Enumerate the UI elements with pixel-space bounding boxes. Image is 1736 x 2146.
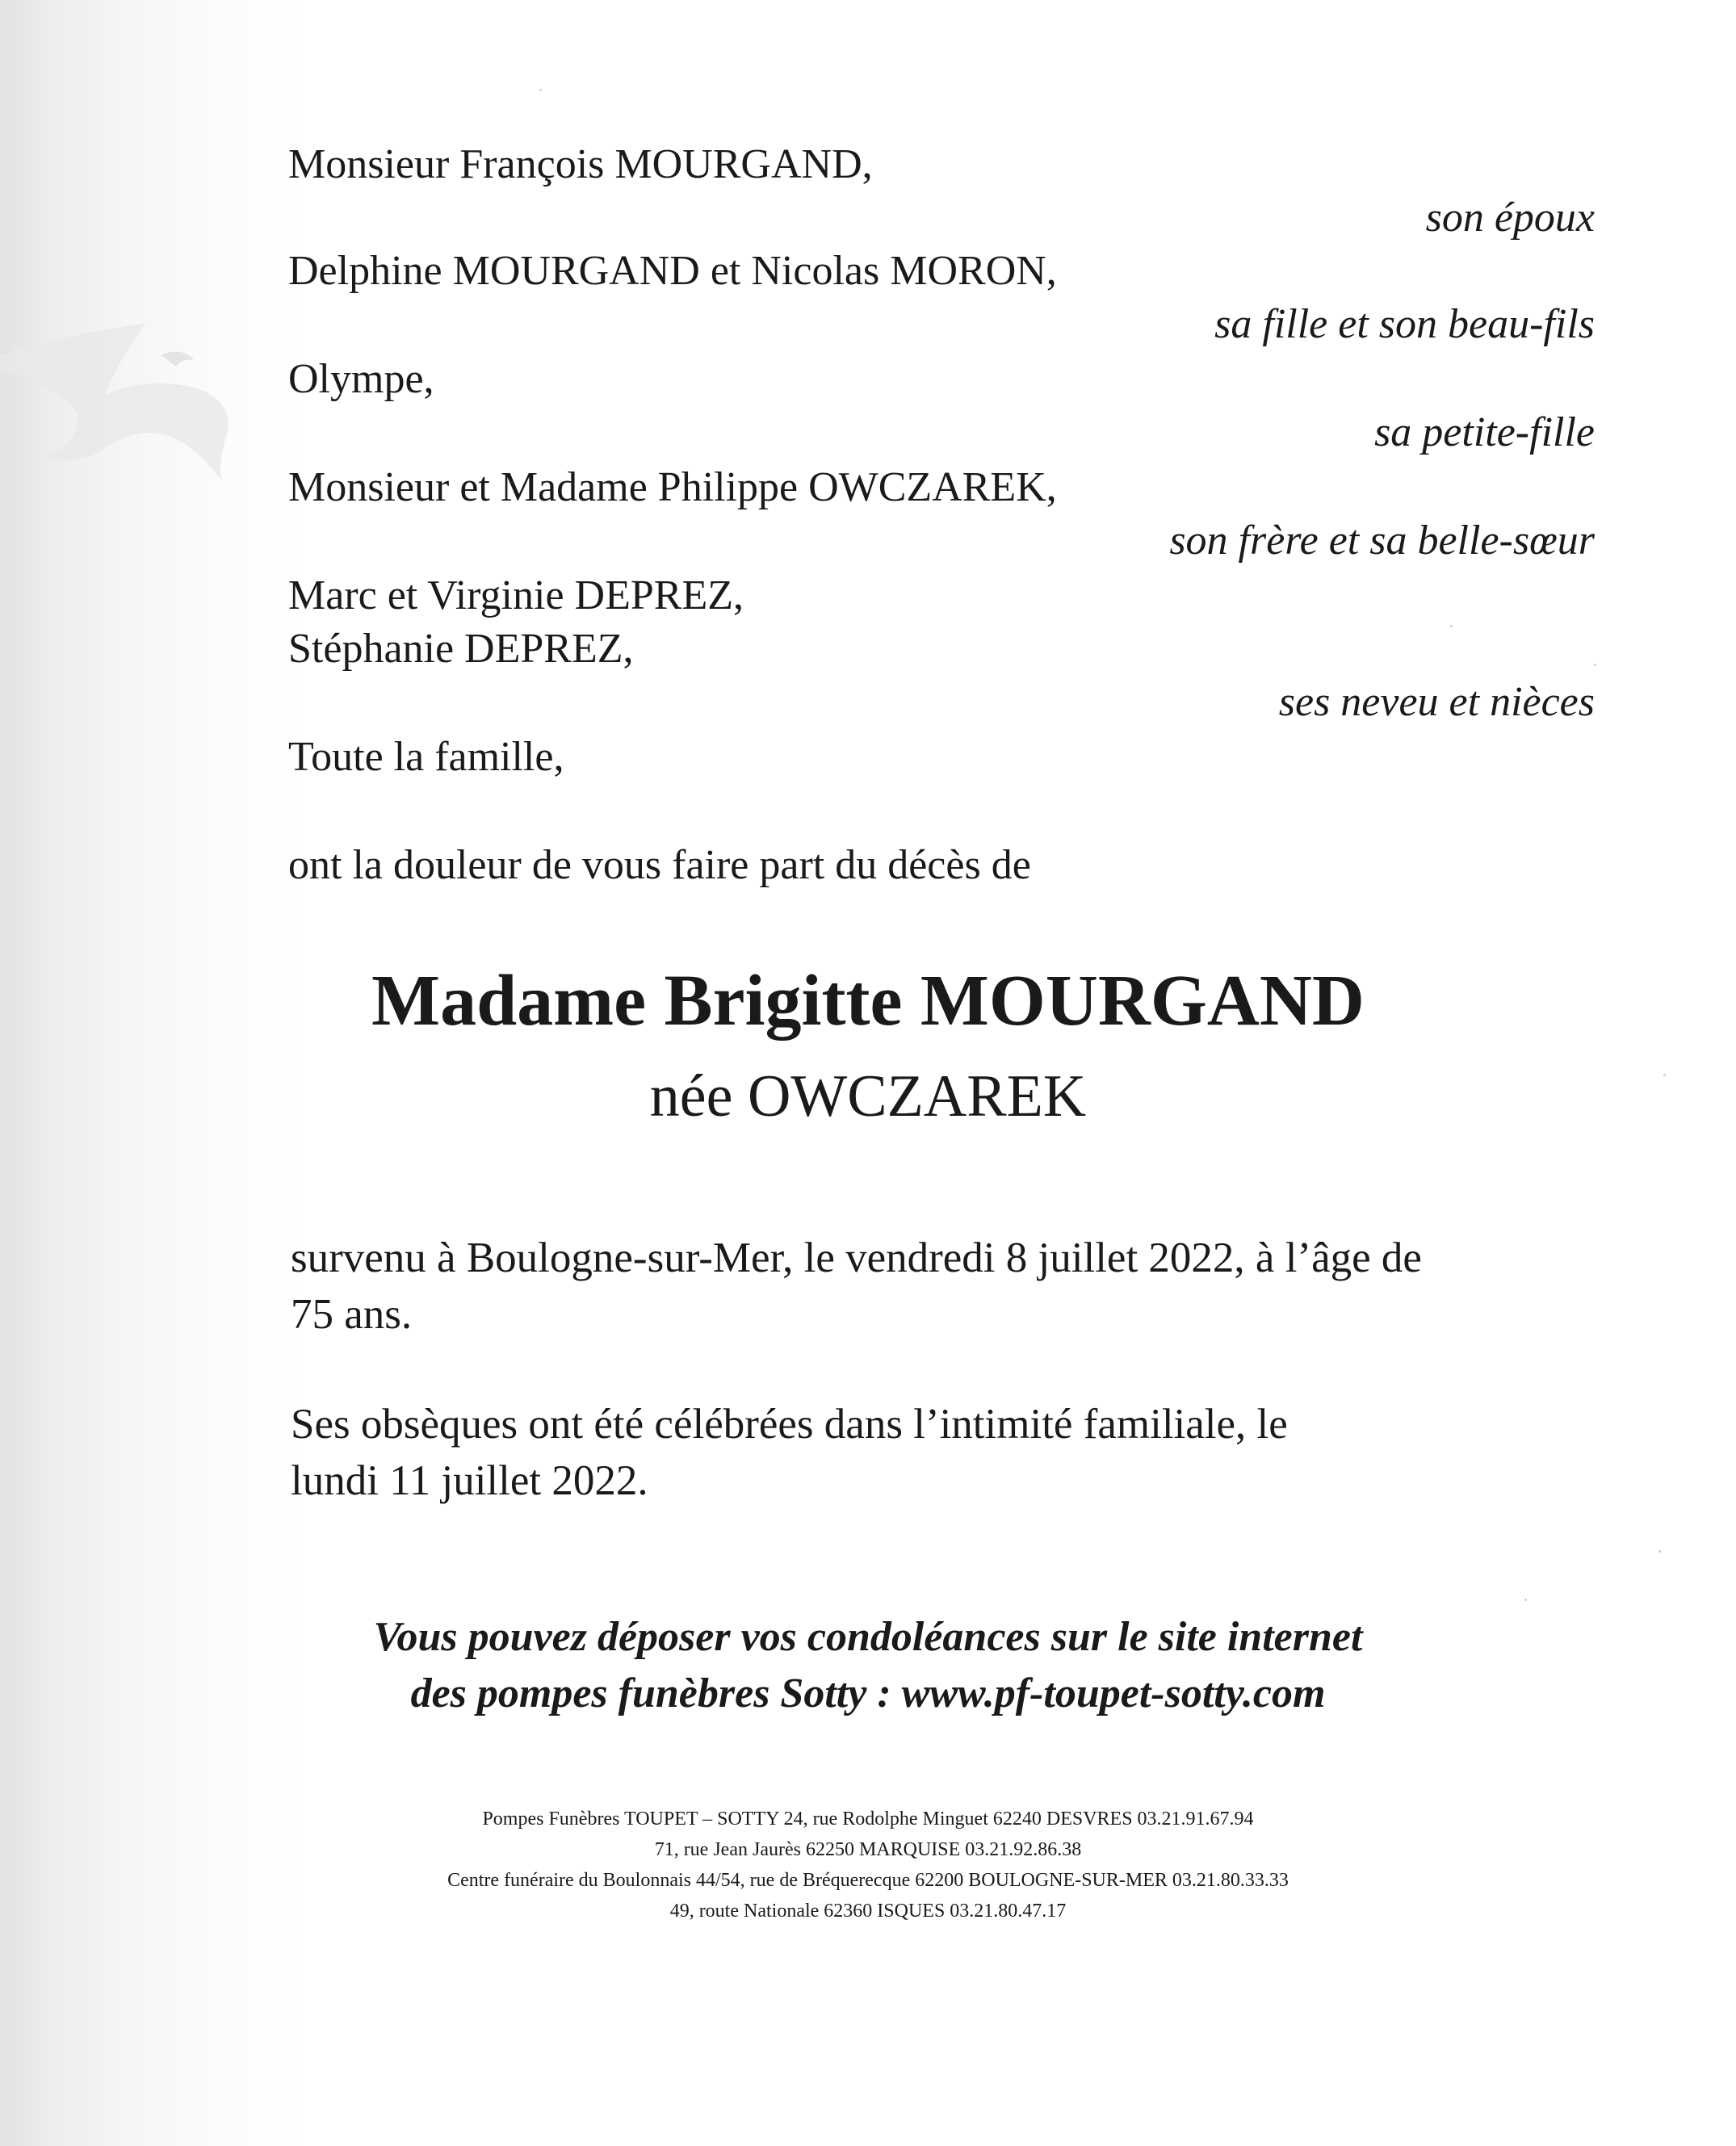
announcement-intro: ont la douleur de vous faire part du décès de [288,842,1031,888]
family-member-all-family: Toute la famille, [288,734,564,780]
family-member-granddaughter: Olympe, [288,356,434,402]
deceased-name: Madame Brigitte MOURGAND [371,961,1365,1041]
scan-speck [1594,664,1596,666]
maiden-name: née OWCZAREK [649,1063,1087,1130]
scan-speck [1658,1550,1661,1553]
footer-address-line-3: Centre funéraire du Boulonnais 44/54, rue de Bréquerecque 62200 BOULOGNE-SUR-MER 03.21.80.33.33 [447,1870,1289,1891]
family-member-nephew: Marc et Virginie DEPREZ, [288,572,744,618]
family-member-spouse: Monsieur François MOURGAND, [288,141,873,187]
footer-address-line-2: 71, rue Jean Jaurès 62250 MARQUISE 03.21.92.86.38 [654,1839,1082,1860]
death-details-line-1: survenu à Boulogne-sur-Mer, le vendredi 8 juillet 2022, à l’âge de [291,1234,1422,1281]
funeral-details-line-2: lundi 11 juillet 2022. [291,1457,648,1504]
dove-watermark-icon [0,307,258,484]
relation-granddaughter: sa petite-fille [1374,409,1595,455]
relation-spouse: son époux [1425,195,1595,241]
family-member-daughter: Delphine MOURGAND et Nicolas MORON, [288,248,1057,294]
scan-speck [1450,625,1453,627]
scan-speck [539,89,542,91]
funeral-details-line-1: Ses obsèques ont été célébrées dans l’intimité familiale, le [291,1401,1288,1448]
death-details-line-2: 75 ans. [291,1291,413,1338]
footer-address-line-4: 49, route Nationale 62360 ISQUES 03.21.80.47.17 [669,1901,1067,1922]
relation-nephews-nieces: ses neveu et nièces [1278,679,1595,725]
relation-brother: son frère et sa belle-sœur [1169,518,1595,564]
condolences-line-1: Vous pouvez déposer vos condoléances sur le site internet [373,1614,1363,1660]
condolences-line-2: des pompes funèbres Sotty : www.pf-toupet-sotty.com [410,1670,1326,1716]
scan-speck [1524,1599,1527,1601]
relation-daughter: sa fille et son beau-fils [1214,301,1595,347]
family-member-brother: Monsieur et Madame Philippe OWCZAREK, [288,464,1057,510]
footer-address-line-1: Pompes Funèbres TOUPET – SOTTY 24, rue Rodolphe Minguet 62240 DESVRES 03.21.91.67.94 [482,1809,1254,1830]
family-member-niece: Stéphanie DEPREZ, [288,626,634,672]
scan-speck [1663,1074,1666,1076]
